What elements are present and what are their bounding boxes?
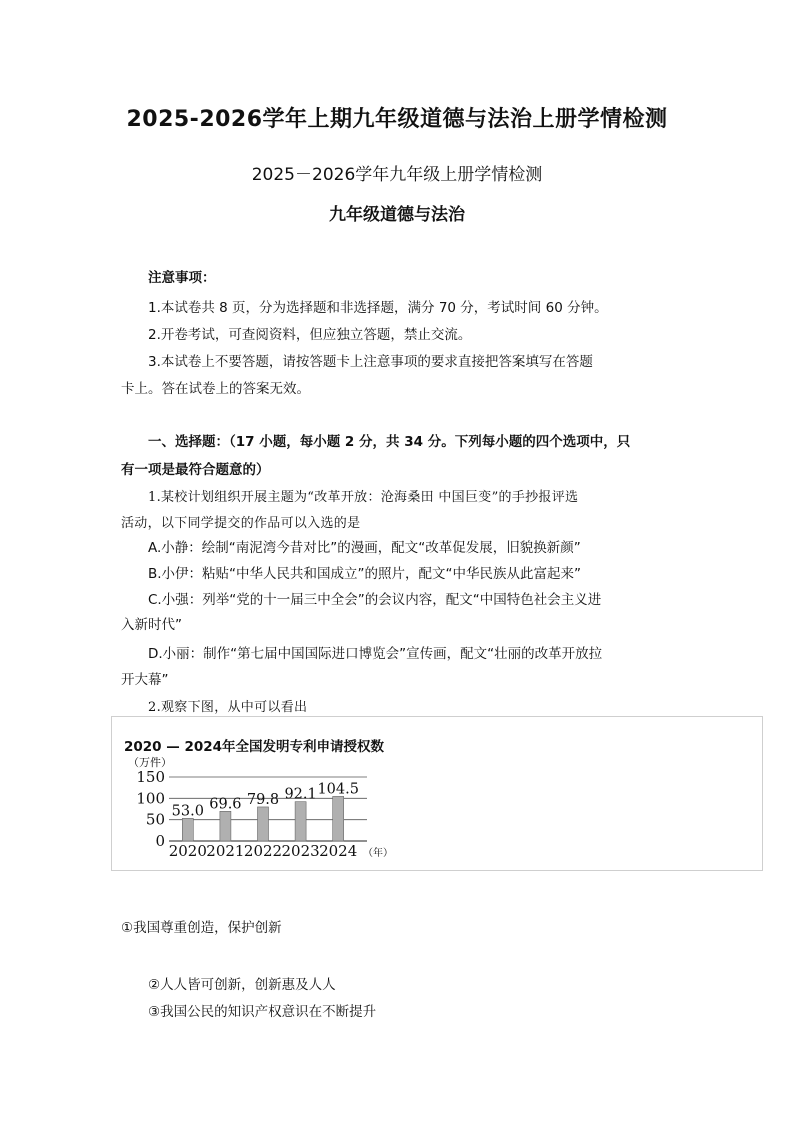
note-item-3-cont: 卡上。答在试卷上的答案无效。 — [121, 381, 310, 397]
data-label-2022: 79.8 — [246, 791, 280, 808]
note-item-2: 2.开卷考试，可查阅资料，但应独立答题，禁止交流。 — [148, 327, 472, 343]
section1-heading-cont: 有一项是最符合题意的） — [121, 462, 270, 478]
y-tick-label: 150 — [136, 768, 165, 786]
patent-chart — [111, 716, 763, 871]
q2-statement-2: ②人人皆可创新，创新惠及人人 — [148, 977, 336, 993]
bar-2024 — [333, 796, 344, 841]
main-title: 2025-2026学年上期九年级道德与法治上册学情检测 — [126, 107, 668, 132]
section1-heading: 一、选择题：（17 小题，每小题 2 分，共 34 分。下列每小题的四个选项中，只 — [148, 434, 631, 450]
x-tick-label-2023: 2023 — [281, 842, 320, 860]
data-label-2024: 104.5 — [317, 781, 359, 798]
x-tick-label-2020: 2020 — [168, 842, 207, 860]
sub-title: 2025－2026学年九年级上册学情检测 — [251, 165, 543, 185]
q1-stem-cont: 活动，以下同学提交的作品可以入选的是 — [121, 516, 361, 531]
chart-title: 2020 — 2024年全国发明专利申请授权数 — [124, 739, 385, 755]
x-axis-unit: （年） — [363, 848, 393, 859]
chart-plot — [112, 717, 762, 870]
q1-option-c: C.小强：列举“党的十一届三中全会”的会议内容，配文“中国特色社会主义进 — [148, 592, 602, 608]
x-tick-label-2024: 2024 — [319, 842, 358, 860]
q1-option-b: B.小伊：粘贴“中华人民共和国成立”的照片，配文“中华民族从此富起来” — [148, 566, 582, 582]
notes-heading: 注意事项： — [148, 270, 216, 286]
data-label-2021: 69.6 — [209, 796, 242, 813]
q1-option-d: D.小丽：制作“第七届中国国际进口博览会”宣传画，配文“壮丽的改革开放拉 — [148, 646, 603, 662]
y-tick-label: 50 — [145, 810, 165, 829]
q1-option-d-cont: 开大幕” — [121, 672, 169, 688]
q1-option-a: A.小静：绘制“南泥湾今昔对比”的漫画，配文“改革促发展，旧貌换新颜” — [148, 540, 581, 556]
q2-statement-1: ①我国尊重创造，保护创新 — [121, 920, 282, 936]
bar-2022 — [258, 807, 269, 841]
subject-title: 九年级道德与法治 — [329, 205, 465, 225]
chart-y-unit: （万件） — [128, 756, 172, 769]
x-tick-label-2021: 2021 — [206, 842, 245, 860]
note-item-1: 1.本试卷共 8 页，分为选择题和非选择题，满分 70 分，考试时间 60 分钟。 — [148, 300, 608, 316]
q1-option-c-cont: 入新时代” — [121, 617, 182, 633]
y-tick-label: 0 — [155, 832, 165, 850]
q2-statement-3: ③我国公民的知识产权意识在不断提升 — [148, 1004, 377, 1020]
note-item-3: 3.本试卷上不要答题，请按答题卡上注意事项的要求直接把答案填写在答题 — [148, 354, 593, 370]
q2-stem: 2.观察下图，从中可以看出 — [148, 700, 308, 715]
bar-2021 — [220, 811, 231, 841]
x-tick-label-2022: 2022 — [243, 842, 283, 860]
data-label-2020: 53.0 — [171, 803, 204, 820]
q1-stem: 1.某校计划组织开展主题为“改革开放：沧海桑田 中国巨变”的手抄报评选 — [148, 490, 579, 505]
bar-2023 — [295, 802, 306, 841]
bar-2020 — [182, 818, 193, 841]
data-label-2023: 92.1 — [284, 786, 317, 803]
y-tick-label: 100 — [136, 789, 165, 808]
